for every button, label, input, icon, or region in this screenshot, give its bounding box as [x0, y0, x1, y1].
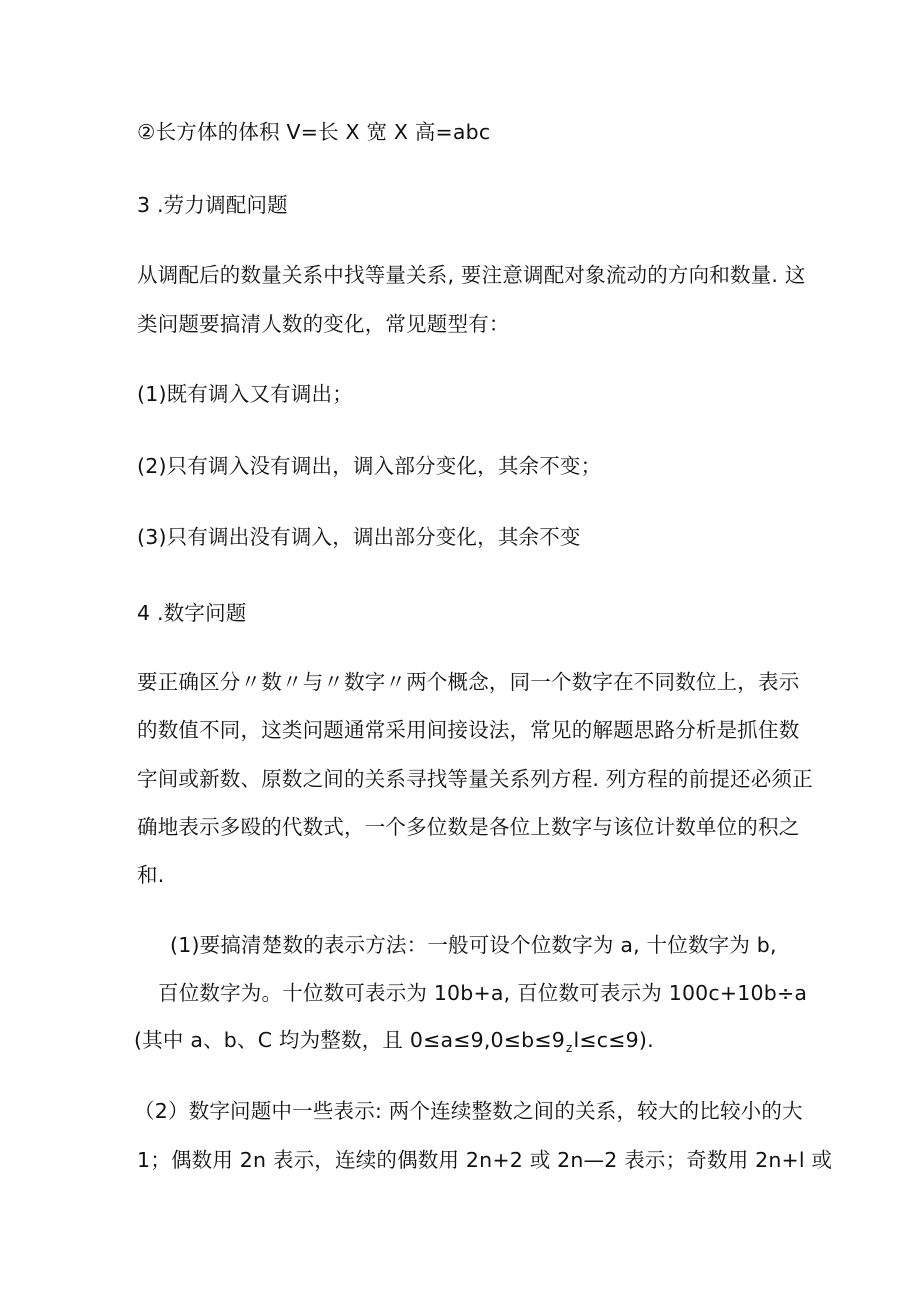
- constraint-text-end: l≤c≤9).: [573, 1028, 654, 1052]
- paragraph-line: 确地表示多殴的代数式，一个多位数是各位上数字与该位计数单位的积之: [137, 815, 800, 839]
- paragraph-line: 类问题要搞清人数的变化，常见题型有：: [137, 312, 510, 336]
- section-heading-number-problems: 4 .数字问题: [137, 601, 247, 625]
- paragraph-line: [134, 1026, 654, 1057]
- paragraph-line: 的数值不同，这类问题通常采用间接设法，常见的解题思路分析是抓住数: [137, 718, 800, 742]
- paragraph-line: （2）数字问题中一些表示: 两个连续整数之间的关系，较大的比较小的大: [134, 1099, 803, 1123]
- paragraph-line: 字间或新数、原数之间的关系寻找等量关系列方程. 列方程的前提还必须正: [137, 767, 813, 791]
- paragraph-line: 要正确区分〃数〃与〃数字〃两个概念，同一个数字在不同数位上，表示: [137, 670, 800, 694]
- section-heading-labor-allocation: 3 .劳力调配问题: [137, 193, 288, 217]
- paragraph-line: 1；偶数用 2n 表示，连续的偶数用 2n+2 或 2n—2 表示；奇数用 2n+l 或: [137, 1148, 833, 1172]
- paragraph-line: 和.: [137, 863, 165, 887]
- indented-paragraph-line: (1)要搞清楚数的表示方法：一般可设个位数字为 a, 十位数字为 b,: [170, 933, 777, 957]
- subscript-mark: z: [566, 1041, 573, 1055]
- indented-paragraph-line: 百位数字为。十位数可表示为 10b+a, 百位数可表示为 100c+10b÷a: [158, 981, 808, 1005]
- list-item: (2)只有调入没有调出，调入部分变化，其余不变；: [137, 454, 602, 478]
- volume-formula-line: ②长方体的体积 V=长 X 宽 X 高=abc: [137, 120, 491, 144]
- paragraph-line: 从调配后的数量关系中找等量关系, 要注意调配对象流动的方向和数量. 这: [137, 263, 806, 287]
- constraint-text: (其中 a、b、C 均为整数，且 0≤a≤9,0≤b≤9: [134, 1028, 566, 1052]
- list-item: (3)只有调出没有调入，调出部分变化，其余不变: [137, 525, 581, 549]
- list-item: (1)既有调入又有调出；: [137, 382, 353, 406]
